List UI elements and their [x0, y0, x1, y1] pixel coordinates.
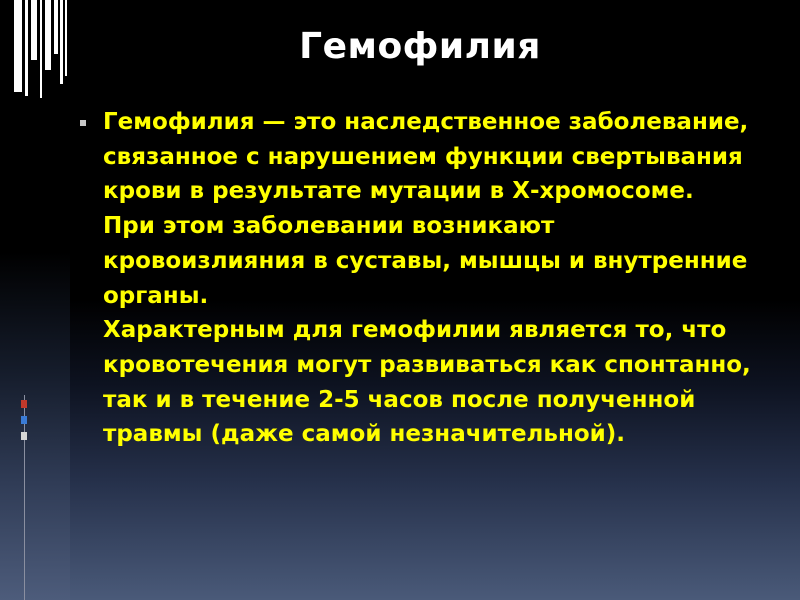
paragraph-characteristic: Характерным для гемофилии является то, что кровотечения могут развиваться как спонтанно, так и в течение 2-5 часов после полученной травмы (даже самой незначительной).	[103, 317, 751, 448]
left-decor-band	[0, 0, 70, 600]
slide-title: Гемофилия	[299, 26, 541, 67]
paragraph-definition: Гемофилия — это наследственное заболевание, связанное с нарушением функции свертывания крови в результате мутации в Х-хромосоме.	[103, 109, 749, 205]
paragraph-hemorrhages: При этом заболевании возникают кровоизлияния в суставы, мышцы и внутренние органы.	[103, 213, 748, 309]
bullet-marker	[80, 120, 86, 126]
slide-body	[103, 105, 763, 452]
